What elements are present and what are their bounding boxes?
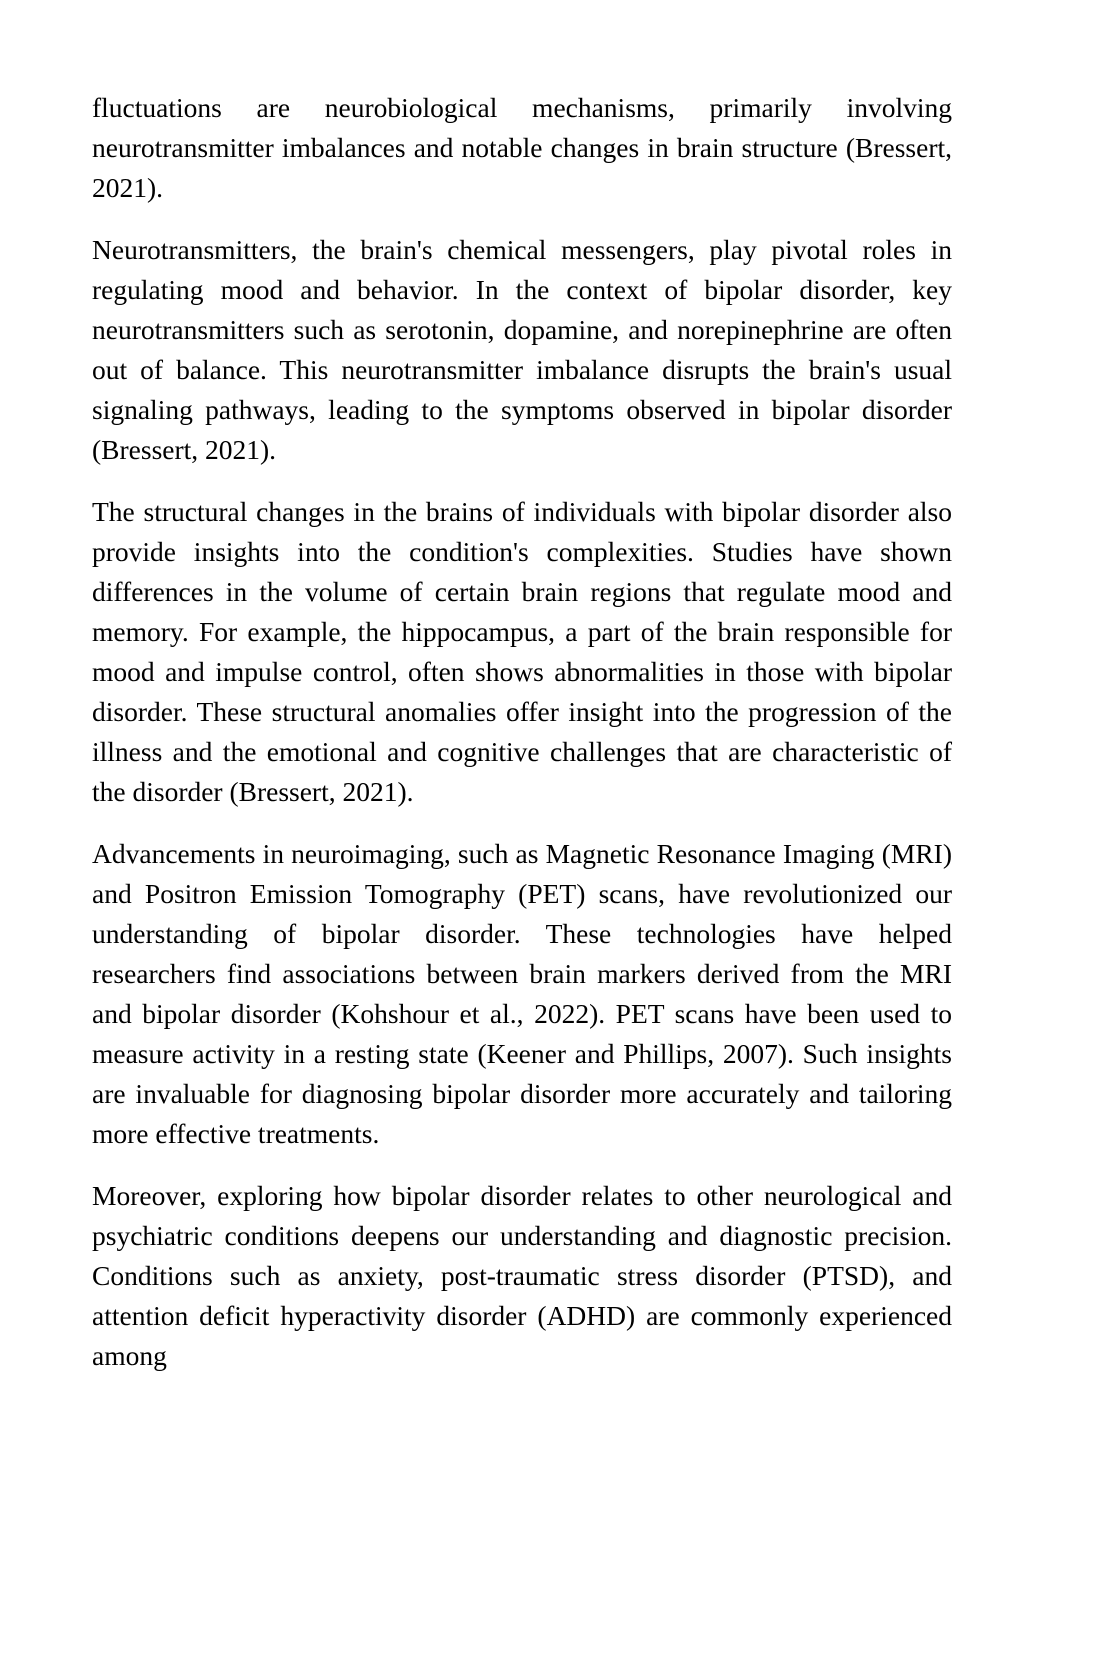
paragraph: Neurotransmitters, the brain's chemical messengers, play pivotal roles in regulating mood and behavior. In the context of bipolar disorder, key neurotransmitters such as serotonin, dopamine, and norepinephrine are often out of balance. This neurotransmitter imbalance disrupts the brain's usual signaling pathways, leading to the symptoms observed in bipolar disorder (Bressert, 2021). (92, 234, 952, 465)
paragraph: fluctuations are neurobiological mechanisms, primarily involving neurotransmitter imbalances and notable changes in brain structure (Bressert, 2021). (92, 92, 952, 203)
paragraph: The structural changes in the brains of individuals with bipolar disorder also provide insights into the condition's complexities. Studies have shown differences in the volume of certain brain regions that regulate mood and memory. For example, the hippocampus, a part of the brain responsible for mood and impulse control, often shows abnormalities in those with bipolar disorder. These structural anomalies offer insight into the progression of the illness and the emotional and cognitive challenges that are characteristic of the disorder (Bressert, 2021). (92, 496, 952, 807)
paragraph: Advancements in neuroimaging, such as Magnetic Resonance Imaging (MRI) and Positron Emission Tomography (PET) scans, have revolutionized our understanding of bipolar disorder. These technologies have helped researchers find associations between brain markers derived from the MRI and bipolar disorder (Kohshour et al., 2022). PET scans have been used to measure activity in a resting state (Keener and Phillips, 2007). Such insights are invaluable for diagnosing bipolar disorder more accurately and tailoring more effective treatments. (92, 838, 952, 1149)
paragraph: Moreover, exploring how bipolar disorder relates to other neurological and psychiatric conditions deepens our understanding and diagnostic precision. Conditions such as anxiety, post-traumatic stress disorder (PTSD), and attention deficit hyperactivity disorder (ADHD) are commonly experienced among (92, 1180, 952, 1371)
